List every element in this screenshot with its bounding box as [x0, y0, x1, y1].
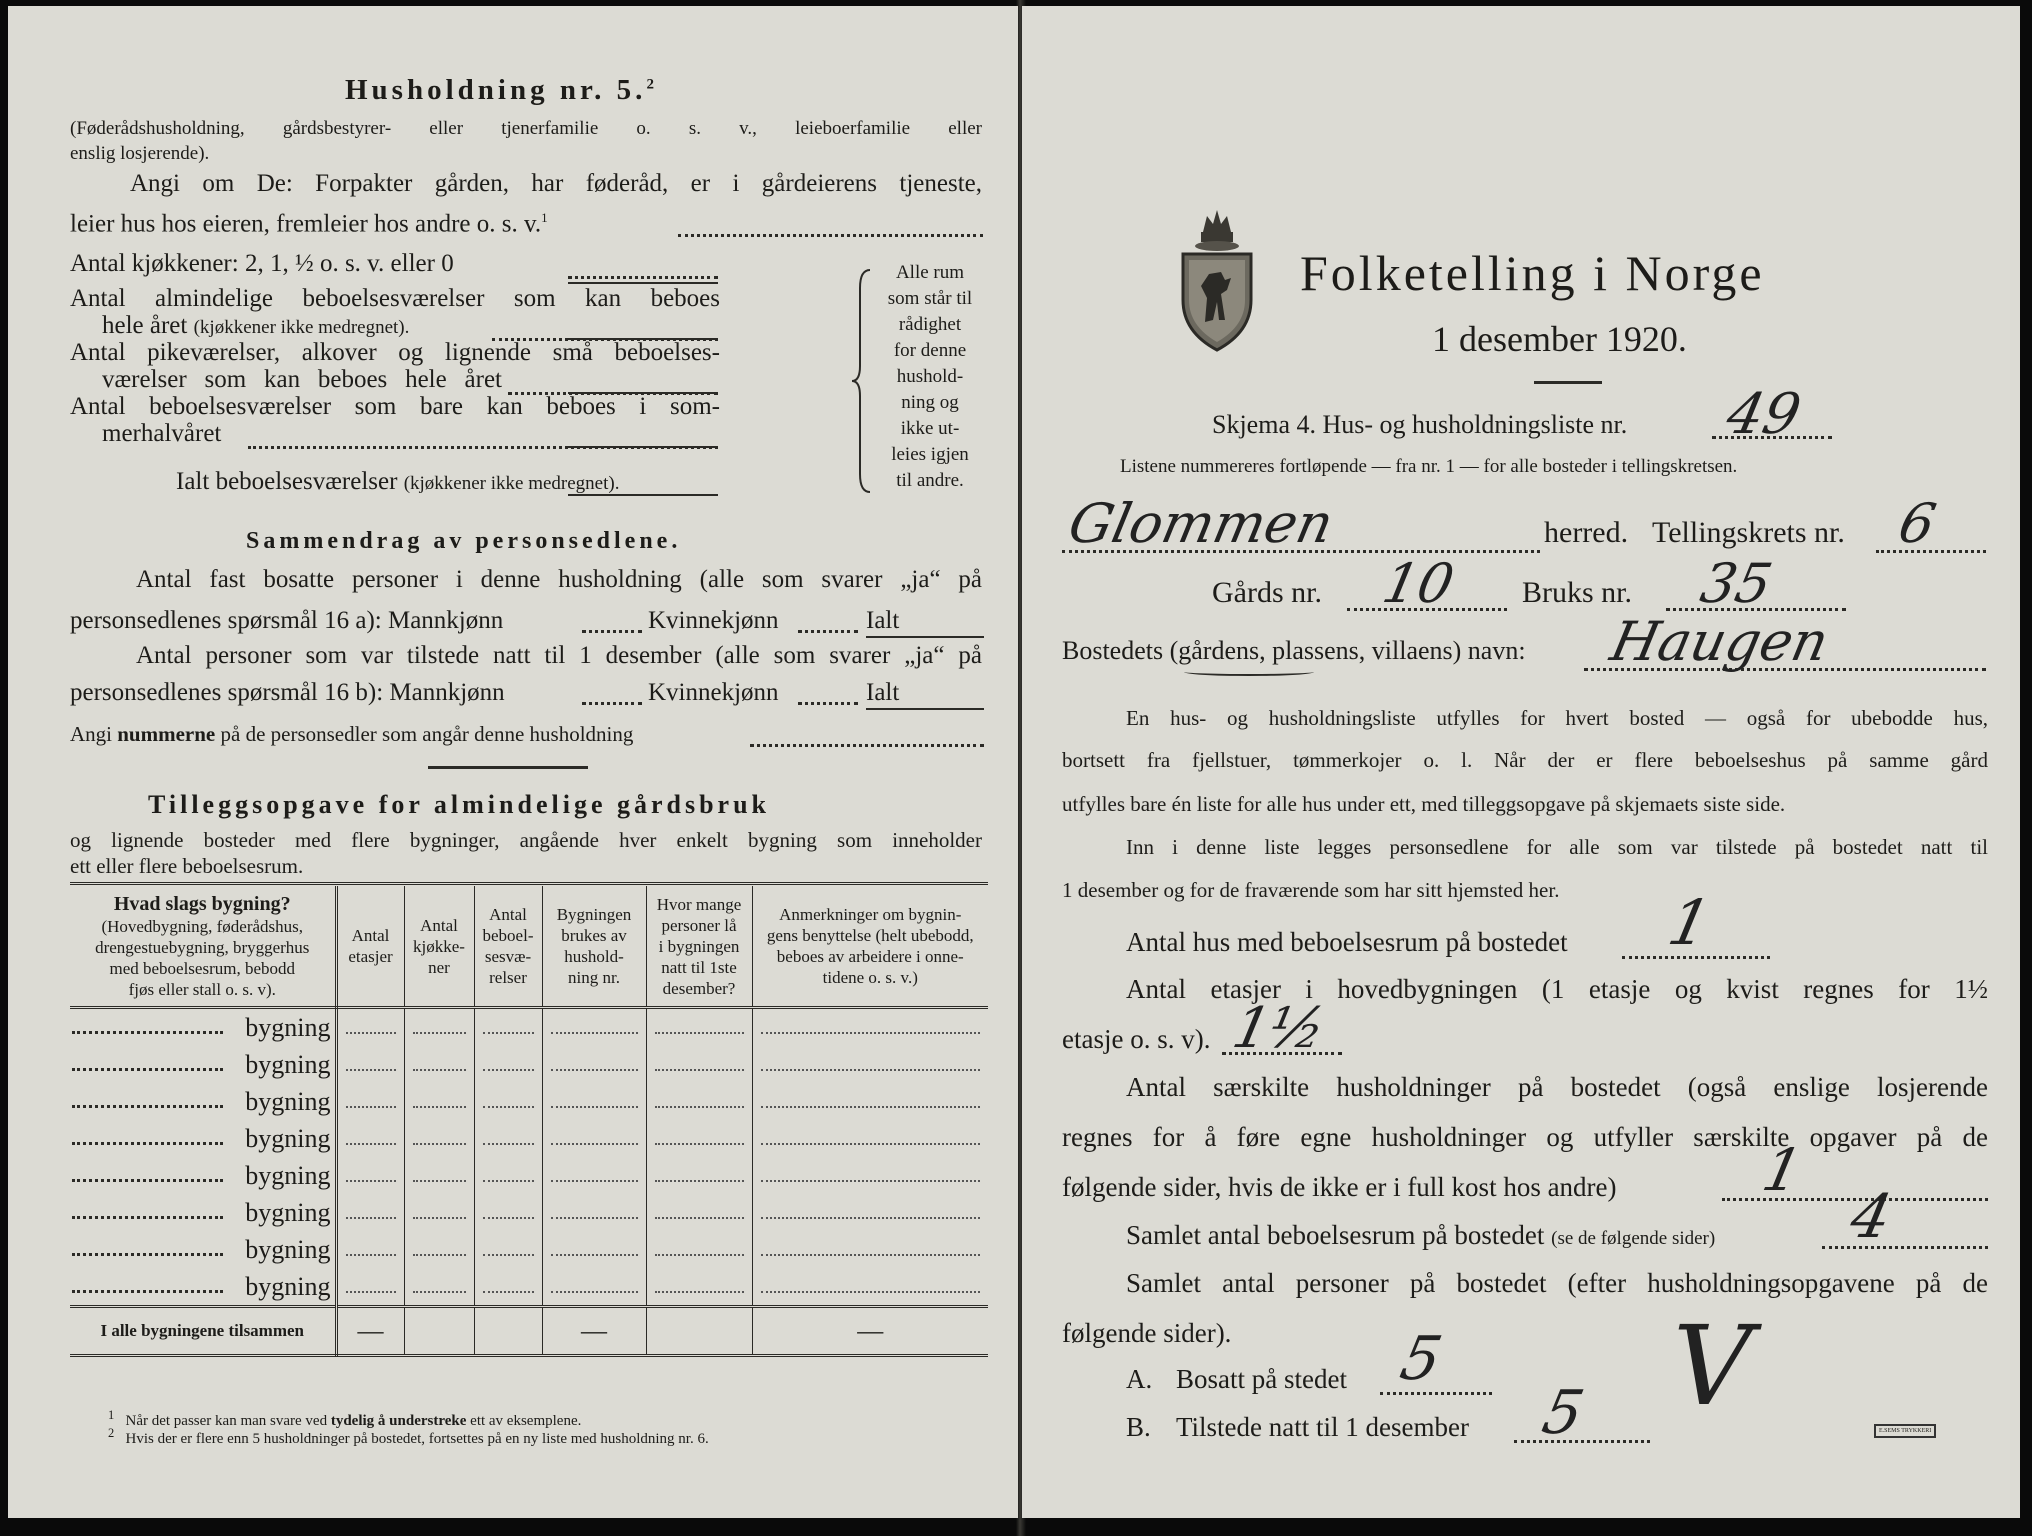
p1-mann-line[interactable]	[582, 630, 642, 633]
gards-label: Gårds nr.	[1212, 576, 1322, 609]
cell-dots	[346, 1032, 396, 1034]
cell-dots	[655, 1291, 744, 1293]
instruction-5: 1 desember og for de fraværende som har sitt hjemsted her.	[1062, 878, 1560, 902]
tilstede-value: 5	[1536, 1378, 1590, 1448]
cell-dots	[346, 1143, 396, 1145]
cell-dots	[761, 1180, 981, 1182]
cell-dots	[551, 1069, 638, 1071]
etasjer-cell[interactable]	[336, 1194, 404, 1231]
divider	[428, 766, 588, 769]
building-row-label: bygning	[245, 1049, 331, 1079]
samlet-personer-line-2: følgende sider).	[1062, 1318, 1232, 1348]
sarskilte-line-3: følgende sider, hvis de ikke er i full kost hos andre)	[1062, 1172, 1617, 1202]
instruction-4: Inn i denne liste legges personsedlene for alle som var tilstede på bostedet natt til	[1126, 835, 1988, 859]
kjokkener-cell[interactable]	[404, 1008, 474, 1047]
etasjer-cell[interactable]	[336, 1008, 404, 1047]
etasjer-cell[interactable]	[336, 1157, 404, 1194]
building-type-dots	[72, 1290, 223, 1293]
cell-dots	[346, 1291, 396, 1293]
building-type-cell[interactable]	[70, 1046, 336, 1083]
cell-dots	[551, 1143, 638, 1145]
building-row	[70, 1194, 988, 1231]
cell-dots	[483, 1032, 534, 1034]
hus-value: 1	[1662, 886, 1718, 959]
header-personer: Hvor mange personer lå i bygningen natt til 1ste desember?	[646, 886, 752, 1008]
cell-dots	[483, 1143, 534, 1145]
husholdning-cell[interactable]	[542, 1268, 646, 1307]
husholdning-cell[interactable]	[542, 1083, 646, 1120]
tilstede-field[interactable]	[1514, 1440, 1650, 1443]
right-page	[1022, 6, 2020, 1518]
tillegg-sub-2: ett eller flere beboelsesrum.	[70, 854, 304, 878]
instruction-3: utfylles bare én liste for alle hus under ett, med tilleggsopgave på skjemaets siste side.	[1062, 792, 1786, 816]
building-row	[70, 1083, 988, 1120]
p2-mann-line[interactable]	[582, 702, 642, 705]
personer-cell[interactable]	[646, 1194, 752, 1231]
vaerelser-cell[interactable]	[474, 1194, 542, 1231]
nummerne-answer-line[interactable]	[750, 744, 984, 747]
bosted-value: Haugen	[1605, 610, 1835, 673]
cell-dots	[551, 1291, 638, 1293]
herred-label: herred.	[1544, 516, 1629, 549]
pike-label-1: Antal pikeværelser, alkover og lignende små beboelses-	[70, 339, 720, 366]
sommer-label-1: Antal beboelsesværelser som bare kan beboes i som-	[70, 393, 720, 420]
vaerelser-cell[interactable]	[474, 1083, 542, 1120]
building-type-dots	[72, 1253, 223, 1256]
cell-dots	[483, 1106, 534, 1108]
husholdning-cell[interactable]	[542, 1120, 646, 1157]
cell-dots	[655, 1143, 744, 1145]
census-date: 1 desember 1920.	[1432, 319, 1687, 359]
left-page	[8, 6, 1018, 1518]
p1-ialt-label: Ialt	[866, 607, 900, 634]
husholdning-cell[interactable]	[542, 1194, 646, 1231]
building-type-cell[interactable]	[70, 1194, 336, 1231]
list-number-value: 49	[1721, 382, 1807, 447]
krets-field[interactable]	[1876, 550, 1986, 553]
kjokkener-cell[interactable]	[404, 1194, 474, 1231]
household-title: Husholdning nr. 5.$^2$	[345, 74, 658, 106]
table-header-row	[70, 886, 988, 1008]
cell-dots	[551, 1106, 638, 1108]
anmerkninger-cell[interactable]	[752, 1046, 988, 1083]
p1-kvinne-line[interactable]	[798, 630, 858, 633]
summary-p2-line1: Antal personer som var tilstede natt til 1 desember (alle som svarer „ja“ på	[136, 642, 982, 669]
hus-label: Antal hus med beboelsesrum på bostedet	[1126, 927, 1568, 957]
footnote-2: $^2$ Hvis der er flere enn 5 husholdninger på bostedet, fortsettes på en ny liste med husholdning nr. 6.	[108, 1426, 709, 1447]
cell-dots	[655, 1106, 744, 1108]
cell-dots	[551, 1180, 638, 1182]
building-row	[70, 1008, 988, 1047]
cell-dots	[761, 1106, 981, 1108]
kjokkener-cell[interactable]	[404, 1046, 474, 1083]
angi-line-2: leier hus hos eieren, fremleier hos andre o. s. v.$^1$	[70, 210, 548, 238]
anmerkninger-cell[interactable]	[752, 1268, 988, 1307]
p2-ialt-label: Ialt	[866, 679, 900, 706]
bruks-value: 35	[1695, 552, 1778, 615]
building-row-label: bygning	[245, 1271, 331, 1301]
coat-of-arms-icon	[1177, 202, 1257, 352]
tillegg-heading: Tilleggsopgave for almindelige gårdsbruk	[148, 790, 771, 819]
building-row	[70, 1046, 988, 1083]
etasjer-line-2: etasje o. s. v).	[1062, 1024, 1211, 1054]
building-row	[70, 1157, 988, 1194]
building-row-label: bygning	[245, 1123, 331, 1153]
husholdning-cell[interactable]	[542, 1157, 646, 1194]
personer-cell[interactable]	[646, 1268, 752, 1307]
building-type-cell[interactable]	[70, 1083, 336, 1120]
angi-answer-line[interactable]	[678, 234, 983, 237]
cell-dots	[655, 1217, 744, 1219]
cell-dots	[413, 1106, 466, 1108]
p2-kvinne-line[interactable]	[798, 702, 858, 705]
alm-label-2: hele året (kjøkkener ikke medregnet).	[102, 312, 410, 339]
sarskilte-value: 1	[1756, 1136, 1809, 1204]
building-type-cell[interactable]	[70, 1008, 336, 1047]
kjokkener-cell[interactable]	[404, 1120, 474, 1157]
building-row-label: bygning	[245, 1234, 331, 1264]
sommer-label-2: merhalvåret	[102, 420, 222, 447]
printer-mark: E.SEMS TRYKKERI	[1874, 1424, 1936, 1438]
cell-dots	[655, 1069, 744, 1071]
samlet-personer-line-1: Samlet antal personer på bostedet (efter husholdningsopgavene på de	[1126, 1268, 1988, 1298]
summary-p2-line2: personsedlenes spørsmål 16 b): Mannkjønn	[70, 679, 505, 706]
building-table	[70, 886, 988, 1357]
cell-dots	[413, 1180, 466, 1182]
husholdning-cell[interactable]	[542, 1008, 646, 1047]
cell-dots	[483, 1291, 534, 1293]
p2-kvinne-label: Kvinnekjønn	[648, 679, 779, 706]
cell-dots	[413, 1291, 466, 1293]
personer-cell[interactable]	[646, 1157, 752, 1194]
etasjer-value: 1½	[1227, 996, 1331, 1061]
household-intro-1: (Føderådshusholdning, gårdsbestyrer- eller tjenerfamilie o. s. v., leieboerfamilie eller	[70, 118, 982, 139]
cell-dots	[483, 1217, 534, 1219]
angi-line-1: Angi om De: Forpakter gården, har føderåd, er i gårdeierens tjeneste,	[130, 170, 982, 197]
bosted-gardens-underline	[1184, 668, 1314, 676]
cell-dots	[483, 1069, 534, 1071]
gards-value: 10	[1377, 552, 1460, 615]
etasjer-cell[interactable]	[336, 1268, 404, 1307]
household-intro-2: enslig losjerende).	[70, 143, 210, 164]
cell-dots	[761, 1217, 981, 1219]
total-personer[interactable]	[646, 1307, 752, 1356]
header-vaerelser: Antal beboel- sesvæ- relser	[474, 886, 542, 1008]
bruks-label: Bruks nr.	[1522, 576, 1633, 609]
personer-cell[interactable]	[646, 1046, 752, 1083]
a-label: A.	[1126, 1364, 1153, 1394]
etasjer-cell[interactable]	[336, 1120, 404, 1157]
cell-dots	[655, 1032, 744, 1034]
brace-side-note: Alle rum som står til rådighet for denne hushold- ning og ikke ut- leies igjen til andre.	[887, 262, 973, 491]
kitchens-dots	[568, 276, 718, 279]
total-label: I alle bygningene tilsammen	[70, 1307, 336, 1356]
ialt-label: Ialt beboelsesværelser (kjøkkener ikke medregnet).	[176, 468, 620, 495]
skjema-label: Skjema 4. Hus- og husholdningsliste nr.	[1212, 410, 1628, 439]
anmerkninger-cell[interactable]	[752, 1083, 988, 1120]
cell-dots	[346, 1106, 396, 1108]
cell-dots	[761, 1291, 981, 1293]
anmerkninger-cell[interactable]	[752, 1194, 988, 1231]
cell-dots	[551, 1032, 638, 1034]
etasjer-cell[interactable]	[336, 1083, 404, 1120]
ialt-answer-line[interactable]	[568, 494, 718, 496]
census-title: Folketelling i Norge	[1300, 245, 1765, 301]
header-anmerkninger: Anmerkninger om bygnin- gens benyttelse (helt ubebodd, beboes av arbeidere i onne- tidene o. s. v.)	[752, 886, 988, 1008]
kitchens-answer-line[interactable]	[568, 282, 718, 284]
pike-label-2: værelser som kan beboes hele året	[102, 366, 502, 393]
building-type-dots	[72, 1068, 223, 1071]
header-husholdning-nr: Bygningen brukes av hushold- ning nr.	[542, 886, 646, 1008]
building-type-cell[interactable]	[70, 1120, 336, 1157]
samlet-rum-label: Samlet antal beboelsesrum på bostedet (se de følgende sider)	[1126, 1220, 1716, 1250]
listene-note: Listene nummereres fortløpende — fra nr. 1 — for alle bosteder i tellingskretsen.	[1120, 456, 1738, 477]
bosatt-value: 5	[1394, 1324, 1448, 1394]
total-vaerelser[interactable]	[474, 1307, 542, 1356]
building-type-cell[interactable]	[70, 1231, 336, 1268]
building-row-label: bygning	[245, 1012, 331, 1042]
building-type-dots	[72, 1142, 223, 1145]
etasjer-cell[interactable]	[336, 1046, 404, 1083]
kjokkener-cell[interactable]	[404, 1231, 474, 1268]
personer-cell[interactable]	[646, 1083, 752, 1120]
cell-dots	[483, 1254, 534, 1256]
building-row	[70, 1268, 988, 1307]
instruction-2: bortsett fra fjellstuer, tømmerkojer o. l. Når der er flere beboelseshus på samme gård	[1062, 748, 1988, 772]
vaerelser-cell[interactable]	[474, 1268, 542, 1307]
anmerkninger-cell[interactable]	[752, 1120, 988, 1157]
footnote-1: $^1$ Når det passer kan man svare ved tydelig å understreke ett av eksemplene.	[108, 1408, 582, 1429]
b-label: B.	[1126, 1412, 1151, 1442]
cell-dots	[655, 1180, 744, 1182]
vaerelser-cell[interactable]	[474, 1231, 542, 1268]
kjokkener-cell[interactable]	[404, 1083, 474, 1120]
table-total-row	[70, 1307, 988, 1356]
building-row-label: bygning	[245, 1160, 331, 1190]
total-kjokkener[interactable]	[404, 1307, 474, 1356]
personer-cell[interactable]	[646, 1008, 752, 1047]
p2-ialt-line[interactable]	[866, 708, 984, 710]
bosted-label: Bostedets (gårdens, plassens, villaens) navn:	[1062, 636, 1526, 665]
cell-dots	[346, 1069, 396, 1071]
sommer-answer-line[interactable]	[568, 446, 718, 448]
sarskilte-line-2: regnes for å føre egne husholdninger og utfyller særskilte opgaver på de	[1062, 1122, 1988, 1152]
cell-dots	[655, 1254, 744, 1256]
tilstede-label: Tilstede natt til 1 desember	[1176, 1412, 1469, 1442]
summary-p1-line2: personsedlenes spørsmål 16 a): Mannkjønn	[70, 607, 504, 634]
angi-nummerne: Angi nummerne på de personsedler som angår denne husholdning	[70, 722, 634, 746]
summary-heading: Sammendrag av personsedlene.	[246, 528, 682, 554]
header-kjokkener: Antal kjøkke- ner	[404, 886, 474, 1008]
building-type-dots	[72, 1031, 223, 1034]
sarskilte-line-1: Antal særskilte husholdninger på bostedet (også enslige losjerende	[1126, 1072, 1988, 1102]
cell-dots	[346, 1180, 396, 1182]
husholdning-cell[interactable]	[542, 1231, 646, 1268]
p1-ialt-line[interactable]	[866, 636, 984, 638]
title-divider	[1534, 381, 1602, 384]
building-row	[70, 1120, 988, 1157]
building-row	[70, 1231, 988, 1268]
building-type-dots	[72, 1179, 223, 1182]
alm-label-1: Antal almindelige beboelsesværelser som kan beboes	[70, 285, 720, 312]
cell-dots	[761, 1032, 981, 1034]
bosatt-label: Bosatt på stedet	[1176, 1364, 1347, 1394]
header-building-type: Hvad slags bygning? (Hovedbygning, føderådshus, drengestuebygning, bryggerhus med beboelsesrum, bebodd fjøs eller stall o. s. v).	[70, 886, 336, 1008]
herred-value: Glommen	[1063, 492, 1339, 555]
kjokkener-cell[interactable]	[404, 1157, 474, 1194]
building-type-cell[interactable]	[70, 1268, 336, 1307]
cell-dots	[761, 1143, 981, 1145]
table-body	[70, 1008, 988, 1307]
vaerelser-cell[interactable]	[474, 1157, 542, 1194]
building-type-dots	[72, 1216, 223, 1219]
total-husholdning: —	[542, 1307, 646, 1356]
cell-dots	[413, 1069, 466, 1071]
total-anmerkninger: —	[752, 1307, 988, 1356]
cell-dots	[761, 1254, 981, 1256]
etasjer-line-1: Antal etasjer i hovedbygningen (1 etasje og kvist regnes for 1½	[1126, 974, 1988, 1004]
personer-cell[interactable]	[646, 1231, 752, 1268]
building-type-dots	[72, 1105, 223, 1108]
anmerkninger-cell[interactable]	[752, 1231, 988, 1268]
cell-dots	[346, 1217, 396, 1219]
krets-value: 6	[1893, 492, 1942, 555]
kitchens-label: Antal kjøkkener: 2, 1, ½ o. s. v. eller 0	[70, 250, 454, 277]
header-etasjer: Antal etasjer	[336, 886, 404, 1008]
cell-dots	[483, 1180, 534, 1182]
cell-dots	[761, 1069, 981, 1071]
cell-dots	[413, 1217, 466, 1219]
total-etasjer: —	[336, 1307, 404, 1356]
anmerkninger-cell[interactable]	[752, 1008, 988, 1047]
samlet-rum-value: 4	[1844, 1182, 1898, 1252]
vaerelser-cell[interactable]	[474, 1008, 542, 1047]
building-type-cell[interactable]	[70, 1157, 336, 1194]
cell-dots	[413, 1143, 466, 1145]
kjokkener-cell[interactable]	[404, 1268, 474, 1307]
krets-label: Tellingskrets nr.	[1652, 516, 1845, 549]
cell-dots	[413, 1254, 466, 1256]
cell-dots	[551, 1217, 638, 1219]
husholdning-cell[interactable]	[542, 1046, 646, 1083]
building-row-label: bygning	[245, 1086, 331, 1116]
summary-p1-line1: Antal fast bosatte personer i denne husholdning (alle som svarer „ja“ på	[136, 566, 982, 593]
cell-dots	[413, 1032, 466, 1034]
cell-dots	[346, 1254, 396, 1256]
vaerelser-cell[interactable]	[474, 1120, 542, 1157]
cell-dots	[551, 1254, 638, 1256]
personer-cell[interactable]	[646, 1120, 752, 1157]
table-top-rule	[70, 882, 988, 885]
tillegg-sub-1: og lignende bosteder med flere bygninger, angående hver enkelt bygning som inneholder	[70, 828, 982, 852]
etasjer-cell[interactable]	[336, 1231, 404, 1268]
instruction-1: En hus- og husholdningsliste utfylles for hvert bosted — også for ubebodde hus,	[1126, 706, 1988, 730]
p1-kvinne-label: Kvinnekjønn	[648, 607, 779, 634]
vaerelser-cell[interactable]	[474, 1046, 542, 1083]
building-row-label: bygning	[245, 1197, 331, 1227]
check-mark: V	[1658, 1302, 1766, 1430]
anmerkninger-cell[interactable]	[752, 1157, 988, 1194]
